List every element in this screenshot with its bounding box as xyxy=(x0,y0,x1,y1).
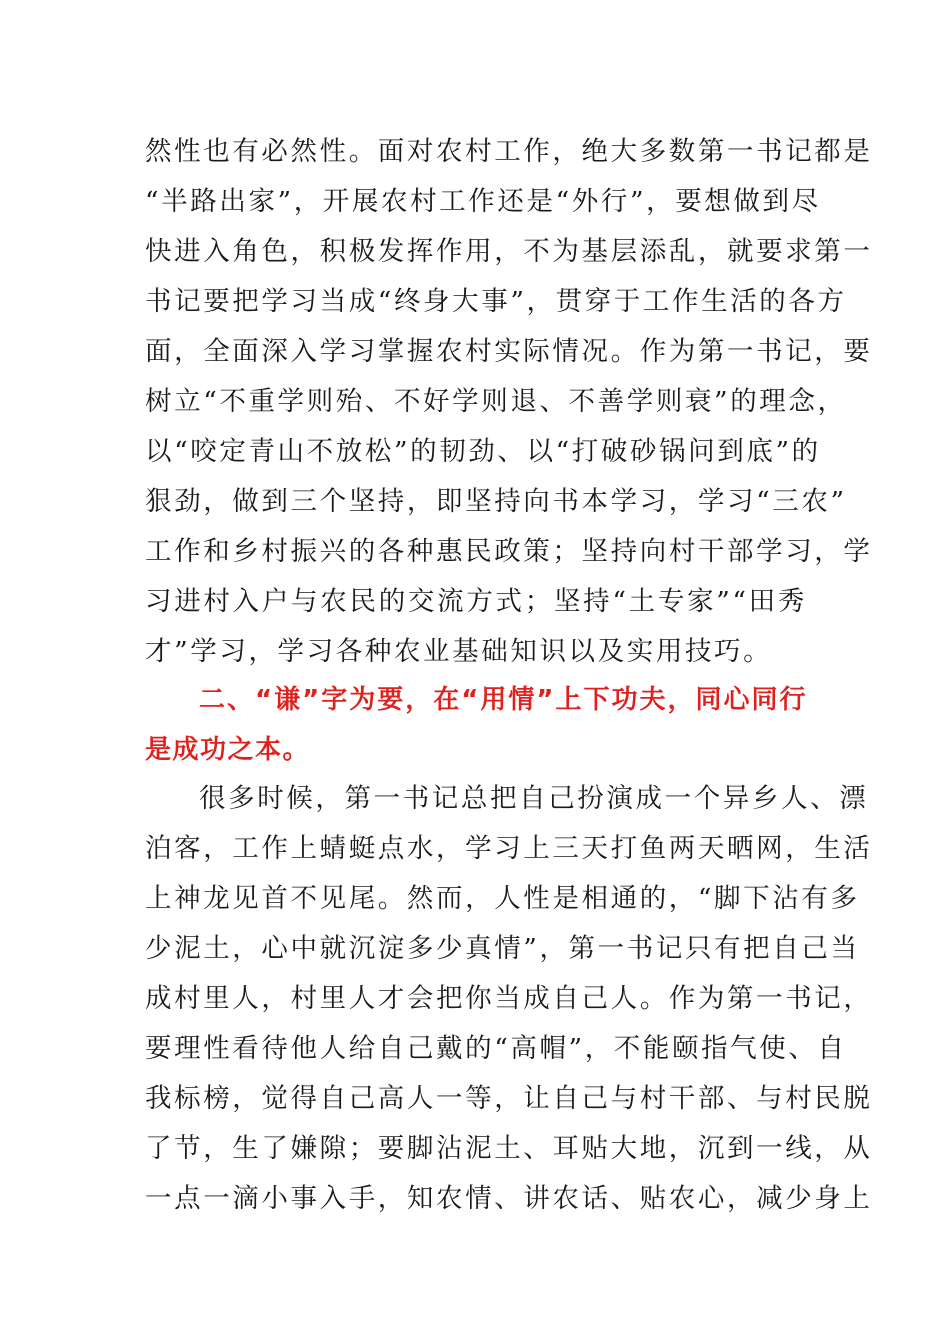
text-line: 一点一滴小事入手，知农情、讲农话、贴农心，减少身上 xyxy=(145,1183,873,1214)
text-line: “半路出家”，开展农村工作还是“外行”，要想做到尽 xyxy=(145,186,821,217)
paragraph-learning xyxy=(145,127,873,677)
text-line: 狠劲，做到三个坚持，即坚持向书本学习，学习“三农” xyxy=(145,486,847,517)
heading-line: 二、“谦”字为要，在“用情”上下功夫，同心同行 xyxy=(199,685,807,715)
text-line: 以“咬定青山不放松”的韧劲、以“打破砂锅问到底”的 xyxy=(145,436,821,467)
text-line: 少泥土，心中就沉淀多少真情”，第一书记只有把自己当 xyxy=(145,933,860,964)
text-line: 要理性看待他人给自己戴的“高帽”，不能颐指气使、自 xyxy=(145,1033,847,1064)
text-line: 面，全面深入学习掌握农村实际情况。作为第一书记，要 xyxy=(145,336,873,367)
paragraph-humility xyxy=(145,774,873,1224)
section-heading xyxy=(145,675,807,775)
text-line: 快进入角色，积极发挥作用，不为基层添乱，就要求第一 xyxy=(145,236,873,267)
text-line: 上神龙见首不见尾。然而，人性是相通的，“脚下沾有多 xyxy=(145,883,860,914)
text-line: 很多时候，第一书记总把自己扮演成一个异乡人、漂 xyxy=(199,783,869,814)
text-line: 才”学习，学习各种农业基础知识以及实用技巧。 xyxy=(145,636,773,667)
text-line: 工作和乡村振兴的各种惠民政策；坚持向村干部学习，学 xyxy=(145,536,873,567)
heading-line: 是成功之本。 xyxy=(145,735,311,765)
text-line: 然性也有必然性。面对农村工作，绝大多数第一书记都是 xyxy=(145,136,873,167)
text-line: 泊客，工作上蜻蜓点水，学习上三天打鱼两天晒网，生活 xyxy=(145,833,873,864)
text-line: 书记要把学习当成“终身大事”，贯穿于工作生活的各方 xyxy=(145,286,847,317)
text-line: 我标榜，觉得自己高人一等，让自己与村干部、与村民脱 xyxy=(145,1083,873,1114)
text-line: 树立“不重学则殆、不好学则退、不善学则衰”的理念， xyxy=(145,386,847,417)
text-line: 成村里人，村里人才会把你当成自己人。作为第一书记， xyxy=(145,983,873,1014)
text-line: 了节，生了嫌隙；要脚沾泥土、耳贴大地，沉到一线，从 xyxy=(145,1133,873,1164)
text-line: 习进村入户与农民的交流方式；坚持“土专家”“田秀 xyxy=(145,586,807,617)
